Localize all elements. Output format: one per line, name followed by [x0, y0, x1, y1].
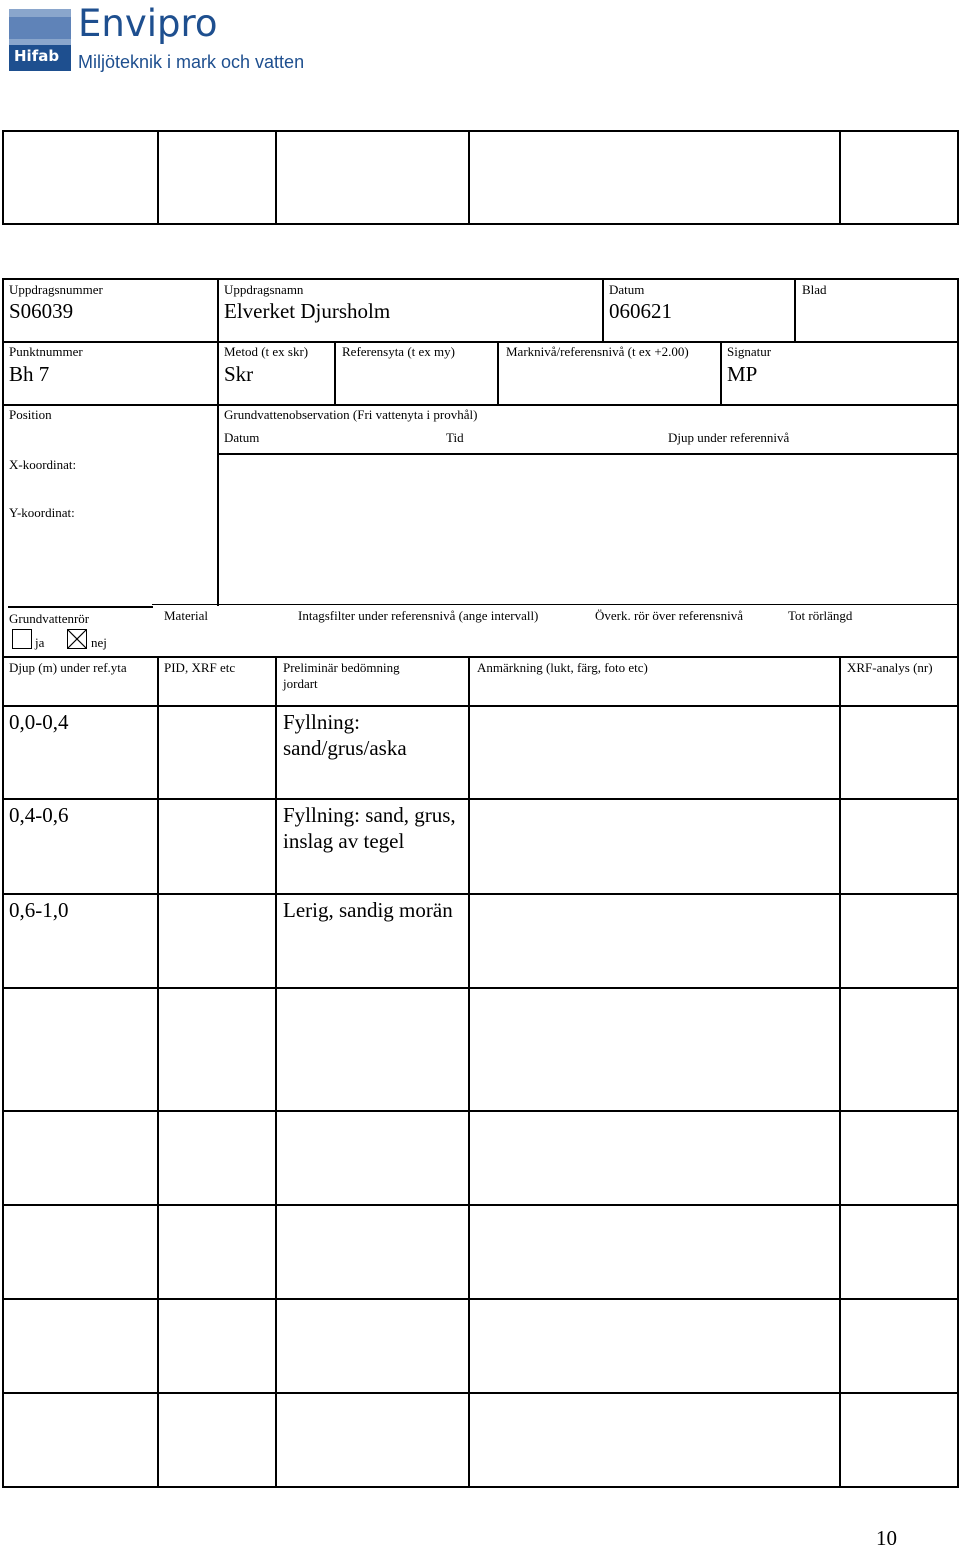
- x-koordinat-label: X-koordinat:: [9, 457, 77, 472]
- markniva-label: Marknivå/referensnivå (t ex +2.00): [506, 344, 689, 359]
- col-header-xrf: XRF-analys (nr): [847, 660, 933, 675]
- datum-value: 060621: [609, 299, 672, 323]
- overk-label: Överk. rör över referensnivå: [595, 608, 743, 623]
- col-header-djup: Djup (m) under ref.yta: [9, 660, 127, 675]
- uppdragsnummer-label: Uppdragsnummer: [9, 282, 103, 297]
- nej-label: nej: [91, 635, 107, 650]
- ja-label: ja: [35, 635, 45, 650]
- page-number: 10: [876, 1526, 897, 1550]
- brand-tagline: Miljöteknik i mark och vatten: [78, 52, 305, 72]
- gw-tid-label: Tid: [446, 430, 464, 445]
- uppdragsnummer-value: S06039: [9, 299, 74, 323]
- nej-checkbox[interactable]: [67, 629, 87, 649]
- blad-label: Blad: [802, 282, 827, 297]
- metod-label: Metod (t ex skr): [224, 344, 309, 359]
- gw-datum-label: Datum: [224, 430, 260, 445]
- row-depth: 0,0-0,4: [9, 710, 69, 734]
- ja-checkbox[interactable]: [12, 629, 32, 649]
- row-soil: Fyllning: sand/grus/aska: [283, 710, 407, 760]
- col-header-prelim-line2: jordart: [283, 676, 318, 691]
- uppdragsnamn-label: Uppdragsnamn: [224, 282, 304, 297]
- row-soil: Lerig, sandig morän: [283, 898, 453, 922]
- tot-rorlangd-label: Tot rörlängd: [788, 608, 853, 623]
- material-label: Material: [164, 608, 209, 623]
- y-koordinat-label: Y-koordinat:: [9, 505, 75, 520]
- row-depth: 0,6-1,0: [9, 898, 69, 922]
- signatur-label: Signatur: [727, 344, 772, 359]
- hifab-logo-text: Hifab: [14, 47, 60, 65]
- punktnummer-value: Bh 7: [9, 362, 50, 386]
- col-header-prelim: Preliminär bedömning: [283, 660, 400, 675]
- metod-value: Skr: [224, 362, 254, 386]
- checked-x-icon: [67, 629, 87, 649]
- col-header-pid: PID, XRF etc: [164, 660, 236, 675]
- gw-djup-label: Djup under referennivå: [668, 430, 790, 445]
- referensyta-label: Referensyta (t ex my): [342, 344, 455, 359]
- row-depth: 0,4-0,6: [9, 803, 69, 827]
- hifab-logo-mark: [9, 9, 71, 71]
- grundvattenror-label: Grundvattenrör: [9, 611, 90, 626]
- signatur-value: MP: [727, 362, 758, 386]
- position-label: Position: [9, 407, 52, 422]
- datum-label: Datum: [609, 282, 645, 297]
- uppdragsnamn-value: Elverket Djursholm: [224, 299, 391, 323]
- intag-label: Intagsfilter under referensnivå (ange intervall): [298, 608, 539, 623]
- col-header-anm: Anmärkning (lukt, färg, foto etc): [477, 660, 648, 675]
- envipro-brand: Envipro: [78, 2, 218, 45]
- groundwater-title: Grundvattenobservation (Fri vattenyta i provhål): [224, 407, 478, 422]
- row-soil: Fyllning: sand, grus, inslag av tegel: [283, 803, 456, 853]
- punktnummer-label: Punktnummer: [9, 344, 83, 359]
